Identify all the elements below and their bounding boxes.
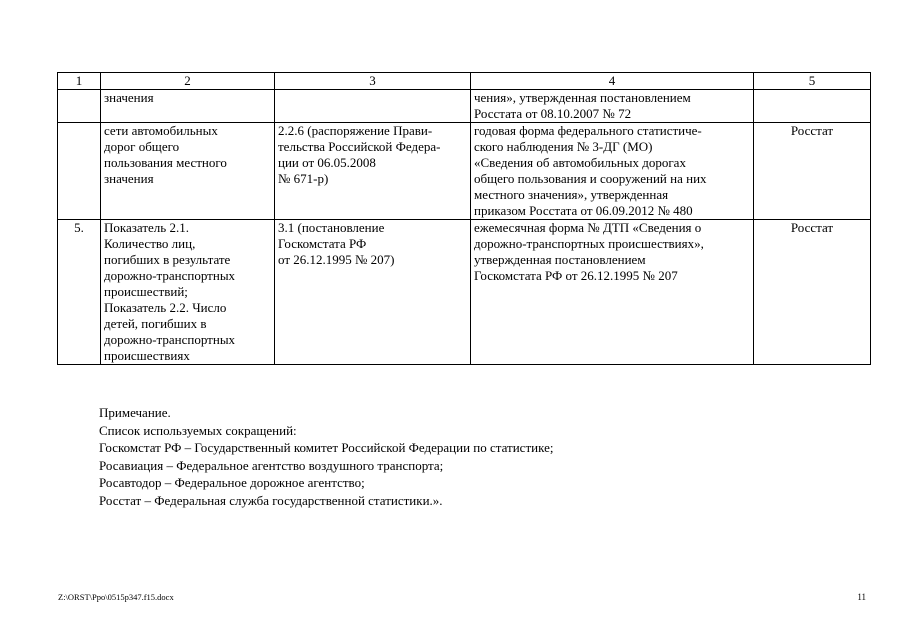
basis-cell	[275, 90, 471, 123]
basis-cell: 3.1 (постановление Госкомстата РФ от 26.12.1995 № 207)	[275, 220, 471, 365]
indicator-cell: Показатель 2.1. Количество лиц, погибших в результате дорожно-транспортных происшествий; Показатель 2.2. Число детей, погибших в дорожно-транспортных происшествиях	[101, 220, 275, 365]
header-col-1: 1	[58, 73, 101, 90]
header-col-2: 2	[101, 73, 275, 90]
responsible-cell	[754, 90, 871, 123]
footer-file-path: Z:\ORST\Ppo\0515p347.f15.docx	[58, 592, 174, 602]
table-row	[58, 123, 871, 220]
note-line: Росавтодор – Федеральное дорожное агентство;	[99, 475, 365, 490]
notes-section	[99, 404, 553, 509]
row-number	[58, 90, 101, 123]
notes-title: Примечание.	[99, 405, 171, 420]
table-row	[58, 220, 871, 365]
basis-cell: 2.2.6 (распоряжение Прави- тельства Российской Федера- ции от 06.05.2008 № 671-р)	[275, 123, 471, 220]
row-number: 5.	[58, 220, 101, 365]
indicator-cell: значения	[101, 90, 275, 123]
note-line: Список используемых сокращений:	[99, 422, 297, 438]
form-cell: чения», утвержденная постановлением Росстата от 08.10.2007 № 72	[471, 90, 754, 123]
data-table	[57, 72, 871, 365]
table-header-row	[58, 73, 871, 90]
note-line: Госкомстат РФ – Государственный комитет Российской Федерации по статистике;	[99, 440, 554, 455]
indicator-cell: сети автомобильных дорог общего пользования местного значения	[101, 123, 275, 220]
form-cell: ежемесячная форма № ДТП «Сведения о дорожно-транспортных происшествиях», утвержденная постановлением Госкомстата РФ от 26.12.1995 № 207	[471, 220, 754, 365]
responsible-cell: Росстат	[754, 220, 871, 365]
page-number: 11	[857, 592, 866, 602]
note-line: Росстат – Федеральная служба государственной статистики.».	[99, 492, 443, 508]
row-number	[58, 123, 101, 220]
responsible-cell: Росстат	[754, 123, 871, 220]
table-row	[58, 90, 871, 123]
form-cell: годовая форма федерального статистиче- ского наблюдения № 3-ДГ (МО) «Сведения об автомобильных дорогах общего пользования и сооружений на них местного значения», утвержденная приказом Росстата от 06.09.2012 № 480	[471, 123, 754, 220]
header-col-5: 5	[754, 73, 871, 90]
header-col-4: 4	[471, 73, 754, 90]
header-col-3: 3	[275, 73, 471, 90]
note-line: Росавиация – Федеральное агентство воздушного транспорта;	[99, 457, 444, 473]
